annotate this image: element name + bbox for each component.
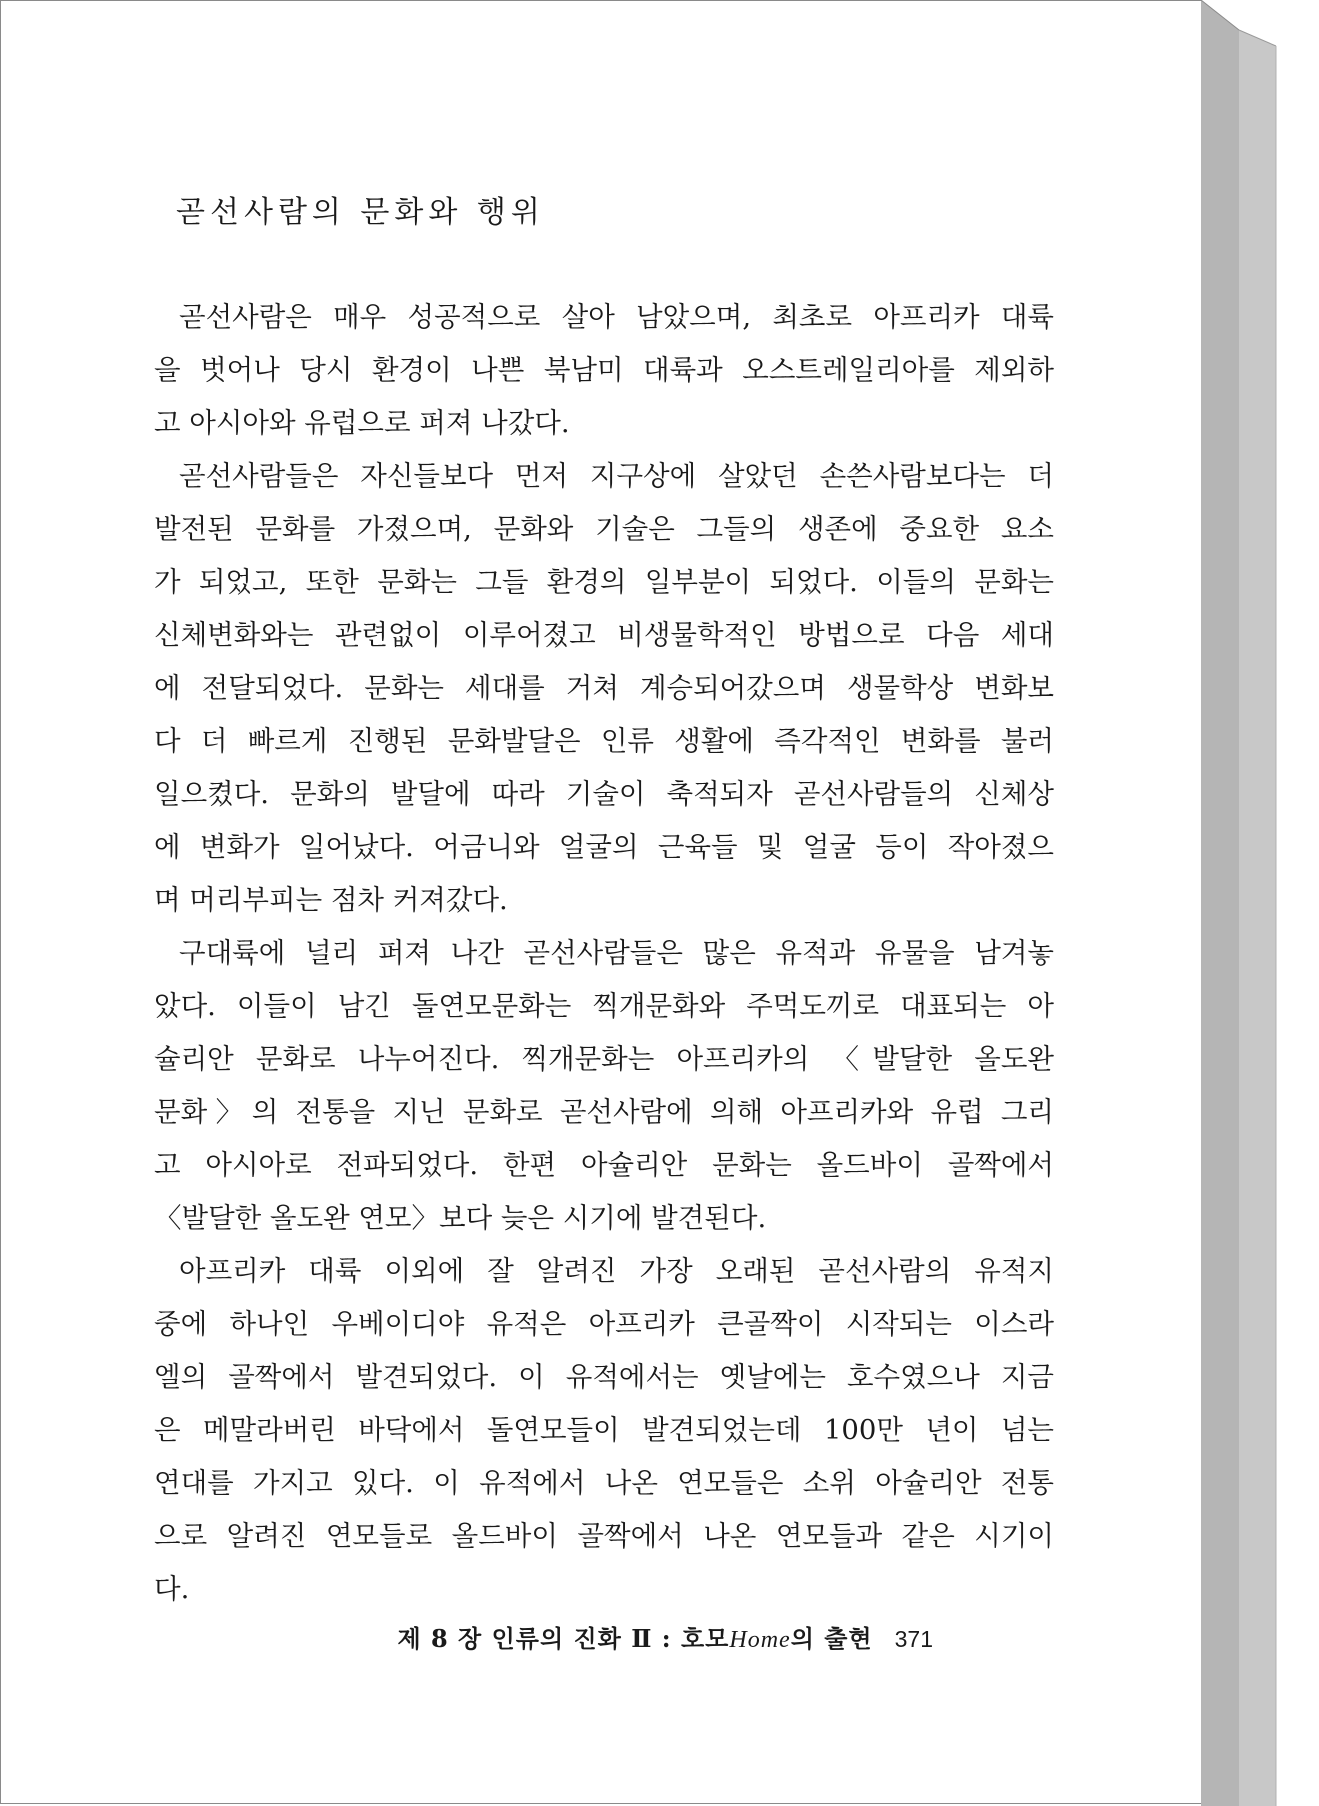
text-line: 며 머리부피는 점차 커져갔다. [154, 884, 508, 916]
text-line: 으로 알려진 연모들로 올드바이 골짝에서 나온 연모들과 같은 시기이 [154, 1520, 1054, 1552]
text-line: 을 벗어나 당시 환경이 나쁜 북남미 대륙과 오스트레일리아를 제외하 [154, 354, 1054, 386]
text-line: 가 되었고, 또한 문화는 그들 환경의 일부분이 되었다. 이들의 문화는 [154, 566, 1054, 598]
section-heading: 곧선사람의 문화와 행위 [176, 195, 545, 230]
text-line: 신체변화와는 관련없이 이루어졌고 비생물학적인 방법으로 다음 세대 [154, 619, 1054, 651]
text-line: 곧선사람은 매우 성공적으로 살아 남았으며, 최초로 아프리카 대륙 [179, 301, 1054, 333]
running-footer [397, 1619, 933, 1654]
text-line: 아프리카 대륙 이외에 잘 알려진 가장 오래된 곧선사람의 유적지 [179, 1255, 1054, 1287]
text-line: 곧선사람들은 자신들보다 먼저 지구상에 살았던 손쓴사람보다는 더 [179, 460, 1054, 492]
chapter-title-italic: Home [729, 1627, 791, 1653]
chapter-title-suffix: 의 출현 [790, 1624, 873, 1653]
body-text [154, 291, 1054, 1616]
text-line: 엘의 골짝에서 발견되었다. 이 유적에서는 옛날에는 호수였으나 지금 [154, 1361, 1054, 1393]
text-line: 다. [154, 1573, 190, 1605]
chapter-title [397, 1619, 872, 1654]
text-line: 다 더 빠르게 진행된 문화발달은 인류 생활에 즉각적인 변화를 불러 [154, 725, 1054, 757]
text-line: 에 변화가 일어났다. 어금니와 얼굴의 근육들 및 얼굴 등이 작아졌으 [154, 831, 1054, 863]
chapter-title-prefix: 제 8 장 인류의 진화 Ⅱ : 호모 [397, 1624, 730, 1653]
text-line: 슐리안 문화로 나누어진다. 찍개문화는 아프리카의 〈발달한 올도완 [154, 1043, 1054, 1075]
text-line: 았다. 이들이 남긴 돌연모문화는 찍개문화와 주먹도끼로 대표되는 아 [154, 990, 1054, 1022]
text-line: 연대를 가지고 있다. 이 유적에서 나온 연모들은 소위 아슐리안 전통 [154, 1467, 1054, 1499]
text-line: 고 아시아와 유럽으로 퍼져 나갔다. [154, 407, 570, 439]
text-line: 고 아시아로 전파되었다. 한편 아슐리안 문화는 올드바이 골짝에서 [154, 1149, 1054, 1181]
text-line: 에 전달되었다. 문화는 세대를 거쳐 계승되어갔으며 생물학상 변화보 [154, 672, 1054, 704]
text-line: 〈발달한 올도완 연모〉보다 늦은 시기에 발견된다. [154, 1202, 767, 1234]
text-line: 발전된 문화를 가졌으며, 문화와 기술은 그들의 생존에 중요한 요소 [154, 513, 1054, 545]
page-number: 371 [894, 1626, 933, 1652]
text-line: 중에 하나인 우베이디야 유적은 아프리카 큰골짝이 시작되는 이스라 [154, 1308, 1054, 1340]
book-edge [1201, 0, 1319, 1806]
text-line: 은 메말라버린 바닥에서 돌연모들이 발견되었는데 100만 년이 넘는 [154, 1414, 1054, 1446]
text-line: 문화〉의 전통을 지닌 문화로 곧선사람에 의해 아프리카와 유럽 그리 [154, 1096, 1054, 1128]
text-line: 구대륙에 널리 퍼져 나간 곧선사람들은 많은 유적과 유물을 남겨놓 [179, 937, 1054, 969]
text-line: 일으켰다. 문화의 발달에 따라 기술이 축적되자 곧선사람들의 신체상 [154, 778, 1054, 810]
